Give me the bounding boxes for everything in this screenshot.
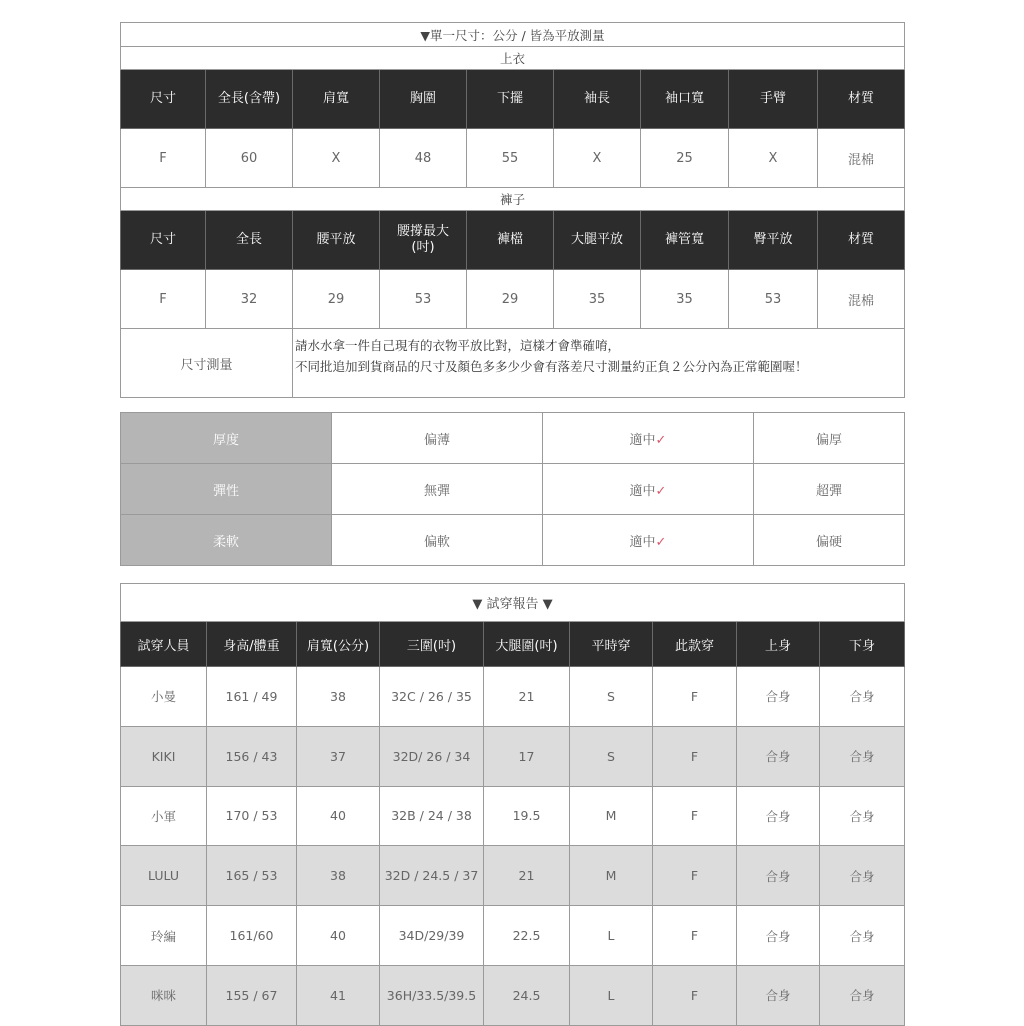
- fit-header-cell: 三圍(吋): [380, 622, 484, 667]
- fit-cell: 合身: [820, 906, 905, 966]
- fabric-option: 無彈: [332, 464, 543, 515]
- top-value-cell: 48: [380, 129, 467, 188]
- fabric-option: 偏厚: [754, 413, 905, 464]
- fit-cell: 165 / 53: [207, 846, 297, 906]
- size-note-label: 尺寸測量: [121, 329, 293, 398]
- top-value-row: [121, 129, 905, 188]
- fit-cell: 37: [297, 726, 380, 786]
- pants-value-cell: F: [121, 270, 206, 329]
- top-value-cell: 60: [206, 129, 293, 188]
- fit-cell: F: [653, 965, 737, 1025]
- top-value-cell: X: [554, 129, 641, 188]
- pants-header-cell: 腰平放: [293, 211, 380, 270]
- top-value-cell: X: [729, 129, 818, 188]
- fit-cell: 36H/33.5/39.5: [380, 965, 484, 1025]
- fit-cell: 合身: [737, 906, 820, 966]
- fit-cell: 合身: [737, 726, 820, 786]
- pants-header-cell: 全長: [206, 211, 293, 270]
- fabric-option: 偏薄: [332, 413, 543, 464]
- fit-header-cell: 下身: [820, 622, 905, 667]
- pants-header-waist-max-unit: (吋): [411, 240, 435, 255]
- fit-header-cell: 身高/體重: [207, 622, 297, 667]
- fabric-row-softness: [121, 515, 905, 566]
- fit-cell: 170 / 53: [207, 786, 297, 846]
- fit-cell: F: [653, 667, 737, 727]
- size-table-title: ▼單一尺寸：公分 / 皆為平放測量: [121, 23, 905, 47]
- pants-value-cell: 29: [293, 270, 380, 329]
- fit-cell: 40: [297, 786, 380, 846]
- fit-cell: 22.5: [484, 906, 570, 966]
- pants-value-cell: 53: [380, 270, 467, 329]
- pants-header-cell: 大腿平放: [554, 211, 641, 270]
- fit-cell: 小曼: [121, 667, 207, 727]
- fit-cell: L: [570, 965, 653, 1025]
- fabric-label: 柔軟: [121, 515, 332, 566]
- fit-cell: 38: [297, 667, 380, 727]
- pants-value-row: [121, 270, 905, 329]
- fit-cell: 32D/ 26 / 34: [380, 726, 484, 786]
- pants-value-cell: 35: [554, 270, 641, 329]
- top-header-cell: 手臂: [729, 70, 818, 129]
- table-row: [121, 906, 905, 966]
- size-note-row: [121, 329, 905, 398]
- top-header-cell: 全長(含帶): [206, 70, 293, 129]
- fit-cell: 19.5: [484, 786, 570, 846]
- fabric-option-selected: [543, 413, 754, 464]
- fit-cell: 合身: [820, 667, 905, 727]
- fabric-option: 偏硬: [754, 515, 905, 566]
- fit-cell: 161 / 49: [207, 667, 297, 727]
- fabric-row-elasticity: [121, 464, 905, 515]
- fit-cell: 32B / 24 / 38: [380, 786, 484, 846]
- fit-header-cell: 大腿圍(吋): [484, 622, 570, 667]
- fit-cell: 21: [484, 667, 570, 727]
- check-icon: ✓: [655, 483, 667, 499]
- fit-cell: M: [570, 786, 653, 846]
- fit-cell: L: [570, 906, 653, 966]
- top-header-cell: 袖口寬: [641, 70, 729, 129]
- fit-cell: 合身: [737, 786, 820, 846]
- fit-header-cell: 肩寬(公分): [297, 622, 380, 667]
- pants-value-cell: 32: [206, 270, 293, 329]
- top-header-cell: 尺寸: [121, 70, 206, 129]
- fit-cell: 小軍: [121, 786, 207, 846]
- top-header-cell: 下擺: [467, 70, 554, 129]
- fabric-option-selected: [543, 464, 754, 515]
- fit-cell: 156 / 43: [207, 726, 297, 786]
- fit-cell: 合身: [820, 786, 905, 846]
- top-section-label: 上衣: [121, 47, 905, 70]
- pants-value-cell: 35: [641, 270, 729, 329]
- pants-value-cell: 混棉: [818, 270, 905, 329]
- fit-cell: F: [653, 906, 737, 966]
- fabric-row-thickness: [121, 413, 905, 464]
- pants-header-cell: [380, 211, 467, 270]
- pants-header-cell: 材質: [818, 211, 905, 270]
- size-table: [120, 22, 905, 398]
- fabric-label: 彈性: [121, 464, 332, 515]
- pants-value-cell: 53: [729, 270, 818, 329]
- fabric-option-text: 適中: [629, 432, 656, 448]
- fabric-table: [120, 412, 905, 566]
- fabric-label: 厚度: [121, 413, 332, 464]
- fit-header-cell: 上身: [737, 622, 820, 667]
- fabric-option-selected: [543, 515, 754, 566]
- fit-cell: 24.5: [484, 965, 570, 1025]
- top-header-cell: 胸圍: [380, 70, 467, 129]
- top-value-cell: X: [293, 129, 380, 188]
- fit-cell: F: [653, 726, 737, 786]
- fit-cell: 合身: [737, 667, 820, 727]
- fit-cell: 咪咪: [121, 965, 207, 1025]
- fit-cell: 合身: [737, 846, 820, 906]
- table-row: [121, 786, 905, 846]
- fit-cell: LULU: [121, 846, 207, 906]
- fit-cell: S: [570, 667, 653, 727]
- top-value-cell: 55: [467, 129, 554, 188]
- fit-cell: 合身: [737, 965, 820, 1025]
- fit-cell: 155 / 67: [207, 965, 297, 1025]
- fit-cell: 32D / 24.5 / 37: [380, 846, 484, 906]
- fit-header-cell: 試穿人員: [121, 622, 207, 667]
- fit-report-table: [120, 583, 905, 1026]
- fit-header-cell: 平時穿: [570, 622, 653, 667]
- top-header-cell: 袖長: [554, 70, 641, 129]
- fit-cell: 40: [297, 906, 380, 966]
- fit-cell: 合身: [820, 726, 905, 786]
- fit-cell: 21: [484, 846, 570, 906]
- fit-header-row: [121, 622, 905, 667]
- size-note-line: 不同批追加到貨商品的尺寸及顏色多多少少會有落差尺寸測量約正負２公分內為正常範圍喔！: [295, 359, 808, 374]
- fit-cell: F: [653, 786, 737, 846]
- fit-cell: M: [570, 846, 653, 906]
- size-note-line: 請水水拿一件自己現有的衣物平放比對，這樣才會準確唷，: [295, 338, 621, 353]
- top-value-cell: 混棉: [818, 129, 905, 188]
- pants-header-row: [121, 211, 905, 270]
- top-value-cell: F: [121, 129, 206, 188]
- fit-cell: 玲編: [121, 906, 207, 966]
- pants-header-waist-max: 腰撐最大: [396, 224, 449, 239]
- pants-section-label: 褲子: [121, 188, 905, 211]
- fit-cell: 34D/29/39: [380, 906, 484, 966]
- fabric-option-text: 適中: [629, 483, 656, 499]
- fit-cell: 17: [484, 726, 570, 786]
- fit-cell: 38: [297, 846, 380, 906]
- pants-value-cell: 29: [467, 270, 554, 329]
- top-value-cell: 25: [641, 129, 729, 188]
- fit-cell: 合身: [820, 965, 905, 1025]
- size-note-text: [293, 329, 905, 398]
- fit-cell: F: [653, 846, 737, 906]
- table-row: [121, 846, 905, 906]
- fabric-option: 超彈: [754, 464, 905, 515]
- fit-report-title: ▼ 試穿報告 ▼: [121, 584, 905, 622]
- pants-header-cell: 臀平放: [729, 211, 818, 270]
- fabric-option: 偏軟: [332, 515, 543, 566]
- pants-header-cell: 褲檔: [467, 211, 554, 270]
- table-row: [121, 965, 905, 1025]
- pants-header-cell: 褲管寬: [641, 211, 729, 270]
- top-header-row: [121, 70, 905, 129]
- fit-cell: 161/60: [207, 906, 297, 966]
- table-row: [121, 726, 905, 786]
- top-header-cell: 肩寬: [293, 70, 380, 129]
- fit-cell: S: [570, 726, 653, 786]
- top-header-cell: 材質: [818, 70, 905, 129]
- fit-header-cell: 此款穿: [653, 622, 737, 667]
- table-row: [121, 667, 905, 727]
- fabric-option-text: 適中: [629, 534, 656, 550]
- fit-cell: KIKI: [121, 726, 207, 786]
- check-icon: ✓: [655, 432, 667, 448]
- check-icon: ✓: [655, 534, 667, 550]
- fit-cell: 合身: [820, 846, 905, 906]
- fit-cell: 41: [297, 965, 380, 1025]
- fit-cell: 32C / 26 / 35: [380, 667, 484, 727]
- pants-header-cell: 尺寸: [121, 211, 206, 270]
